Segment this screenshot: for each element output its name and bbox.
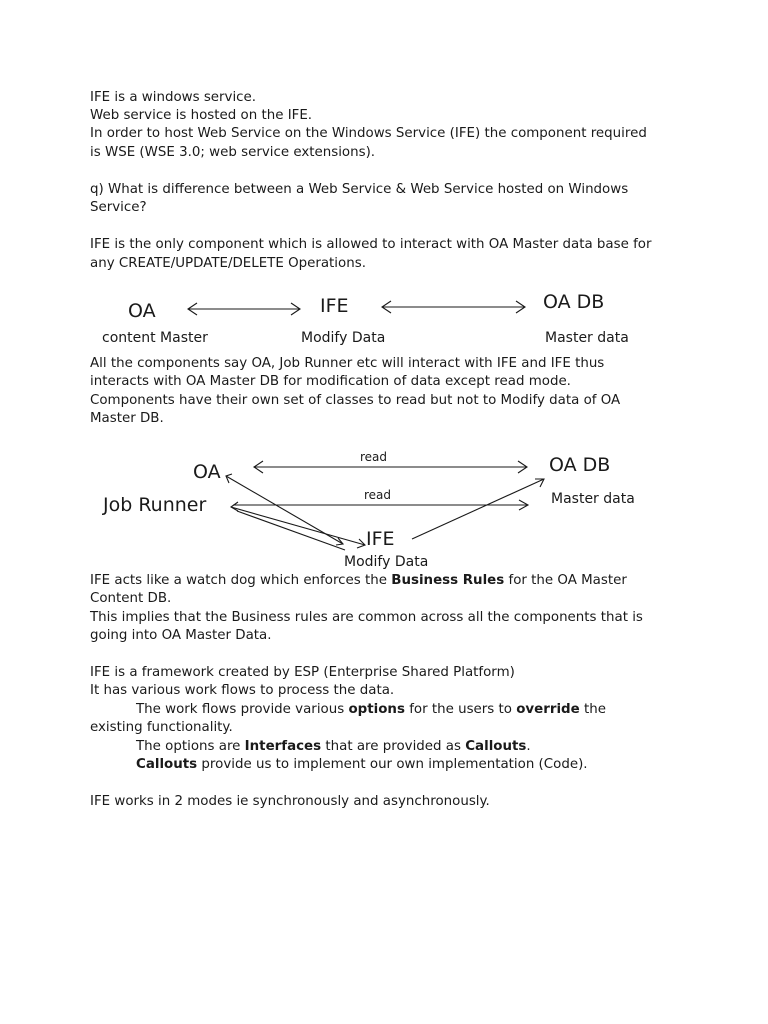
diagram2-ife-label: IFE [366,528,395,550]
diagram-read-modify [0,442,768,572]
framework-l5-text-2: that are provided as [321,739,466,754]
framework-line-1: IFE is a framework created by ESP (Enterprise Shared Platform) [90,665,515,680]
diagram1-ife-sub-label: Modify Data [301,330,386,346]
diagram1-oa-sub-label: content Master [102,330,208,346]
diagram2-read-label-2: read [364,488,392,502]
framework-line-5 [136,738,531,756]
modes-line-1: IFE works in 2 modes ie synchronously and asynchronously. [90,794,490,809]
intro-line-3: In order to host Web Service on the Windows Service (IFE) the component required [90,126,647,141]
diagram2-modify-data-label: Modify Data [344,554,429,570]
component-line-2: any CREATE/UPDATE/DELETE Operations. [90,256,366,271]
diagram2-read-label-1: read [360,450,388,464]
diagram2-job-runner-label: Job Runner [103,494,207,516]
question-line-2: Service? [90,200,147,215]
framework-l6-text: provide us to implement our own implementation (Code). [197,757,588,772]
intro-line-1: IFE is a windows service. [90,90,257,105]
watchdog-line-1 [90,572,627,590]
framework-override: override [516,702,580,717]
intro-line-4: is WSE (WSE 3.0; web service extensions). [90,145,376,160]
diagram1-oa-label: OA [128,300,156,322]
components-line-1: All the components say OA, Job Runner etc will interact with IFE and IFE thus [90,356,605,371]
diagram2-oa-label: OA [193,461,221,483]
framework-line-2: It has various work flows to process the data. [90,683,395,698]
component-line-1: IFE is the only component which is allowed to interact with OA Master data base for [90,237,652,252]
framework-l5-text-3: . [526,739,531,754]
framework-interfaces: Interfaces [244,739,322,754]
components-line-3: Components have their own set of classes to read but not to Modify data of OA [90,393,621,408]
framework-l5-text-1: The options are [136,739,245,754]
diagram2-arrow-ife-oadb [412,479,544,539]
diagram-oa-ife-oadb [0,284,768,354]
diagram1-ife-label: IFE [320,295,349,317]
intro-line-2: Web service is hosted on the IFE. [90,108,313,123]
framework-l3-text-3: the [579,702,606,717]
framework-line-6 [136,756,588,774]
diagram2-arrow-oa-oadb-read [254,461,527,473]
framework-options: options [348,702,405,717]
diagram2-arrow-jobrunner-ife-2 [237,511,345,550]
framework-l3-text-2: for the users to [404,702,517,717]
diagram2-oadb-label: OA DB [549,454,611,476]
framework-line-3 [136,701,606,719]
components-line-4: Master DB. [90,411,164,426]
watchdog-line-2: Content DB. [90,591,172,606]
diagram1-oadb-label: OA DB [543,291,605,313]
watchdog-line-3: This implies that the Business rules are common across all the components that is [90,610,643,625]
watchdog-text-1: IFE acts like a watch dog which enforces the [90,573,392,588]
watchdog-text-2: for the OA Master [504,573,627,588]
diagram1-arrow-ife-oadb [382,301,525,313]
diagram1-arrow-oa-ife [188,303,300,315]
framework-callouts: Callouts [465,739,527,754]
watchdog-line-4: going into OA Master Data. [90,628,272,643]
diagram1-oadb-sub-label: Master data [545,330,629,346]
framework-line-4: existing functionality. [90,720,233,735]
diagram2-arrow-jobrunner-ife [231,502,365,548]
framework-l3-text-1: The work flows provide various [136,702,349,717]
framework-callouts-2: Callouts [136,757,198,772]
diagram2-master-data-label: Master data [551,491,635,507]
question-line-1: q) What is difference between a Web Service & Web Service hosted on Windows [90,182,629,197]
watchdog-business-rules: Business Rules [391,573,505,588]
components-line-2: interacts with OA Master DB for modification of data except read mode. [90,374,571,389]
